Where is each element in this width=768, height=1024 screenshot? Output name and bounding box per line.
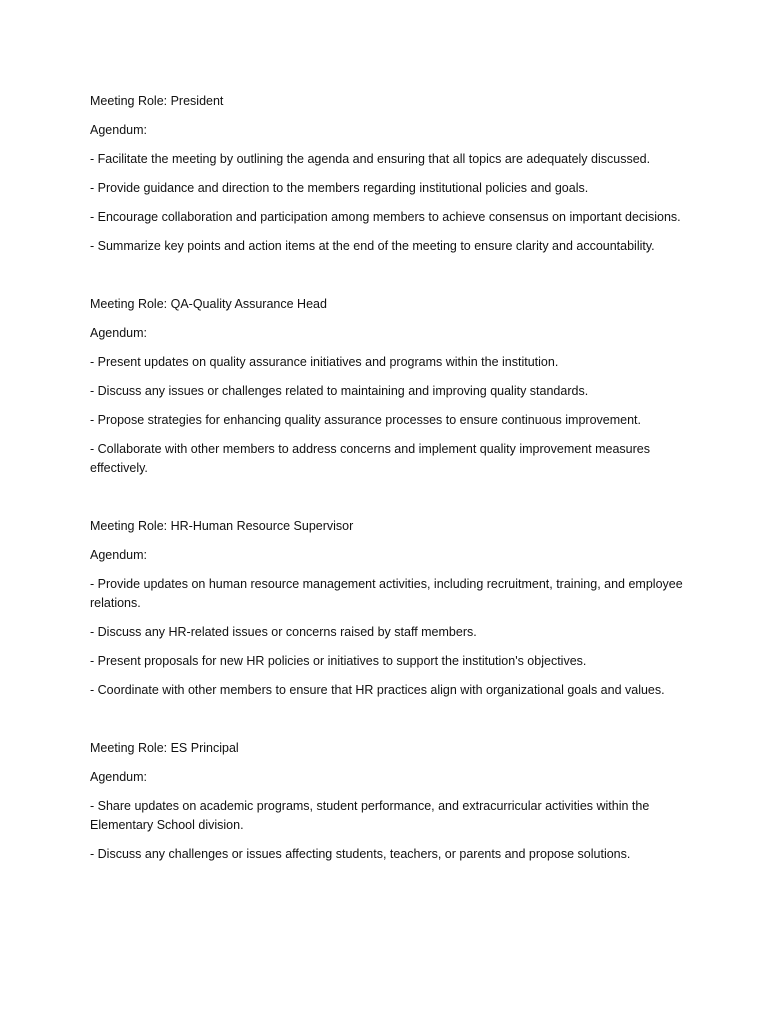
section-qa-head: [90, 295, 690, 478]
agenda-item: - Propose strategies for enhancing quality assurance processes to ensure continuous improvement.: [90, 413, 641, 427]
agenda-item: - Collaborate with other members to address concerns and implement quality improvement measures effectively.: [90, 442, 650, 475]
agenda-item: - Summarize key points and action items at the end of the meeting to ensure clarity and accountability.: [90, 239, 655, 253]
agenda-item: - Share updates on academic programs, student performance, and extracurricular activities within the Elementary School division.: [90, 799, 650, 832]
section-president: [90, 92, 690, 256]
meeting-role-heading: Meeting Role: HR-Human Resource Supervisor: [90, 519, 354, 533]
agenda-item: - Facilitate the meeting by outlining the agenda and ensuring that all topics are adequately discussed.: [90, 152, 651, 166]
agenda-item: - Discuss any HR-related issues or concerns raised by staff members.: [90, 625, 477, 639]
agendum-label: Agendum:: [90, 548, 147, 562]
agenda-item: - Encourage collaboration and participation among members to achieve consensus on important decisions.: [90, 210, 681, 224]
agenda-item: - Discuss any challenges or issues affecting students, teachers, or parents and propose solutions.: [90, 847, 631, 861]
agenda-item: - Provide updates on human resource management activities, including recruitment, training, and employee relations.: [90, 577, 683, 610]
meeting-role-heading: Meeting Role: QA-Quality Assurance Head: [90, 297, 327, 311]
agenda-item: - Present proposals for new HR policies or initiatives to support the institution's objectives.: [90, 654, 587, 668]
section-hr-supervisor: [90, 517, 690, 700]
agenda-item: - Discuss any issues or challenges related to maintaining and improving quality standards.: [90, 384, 589, 398]
agenda-item: - Provide guidance and direction to the members regarding institutional policies and goals.: [90, 181, 589, 195]
agendum-label: Agendum:: [90, 326, 147, 340]
agendum-label: Agendum:: [90, 123, 147, 137]
section-es-principal: [90, 739, 690, 864]
agenda-item: - Coordinate with other members to ensure that HR practices align with organizational goals and values.: [90, 683, 665, 697]
document-body: [90, 92, 690, 903]
meeting-role-heading: Meeting Role: ES Principal: [90, 741, 239, 755]
agendum-label: Agendum:: [90, 770, 147, 784]
agenda-item: - Present updates on quality assurance initiatives and programs within the institution.: [90, 355, 559, 369]
meeting-role-heading: Meeting Role: President: [90, 94, 224, 108]
